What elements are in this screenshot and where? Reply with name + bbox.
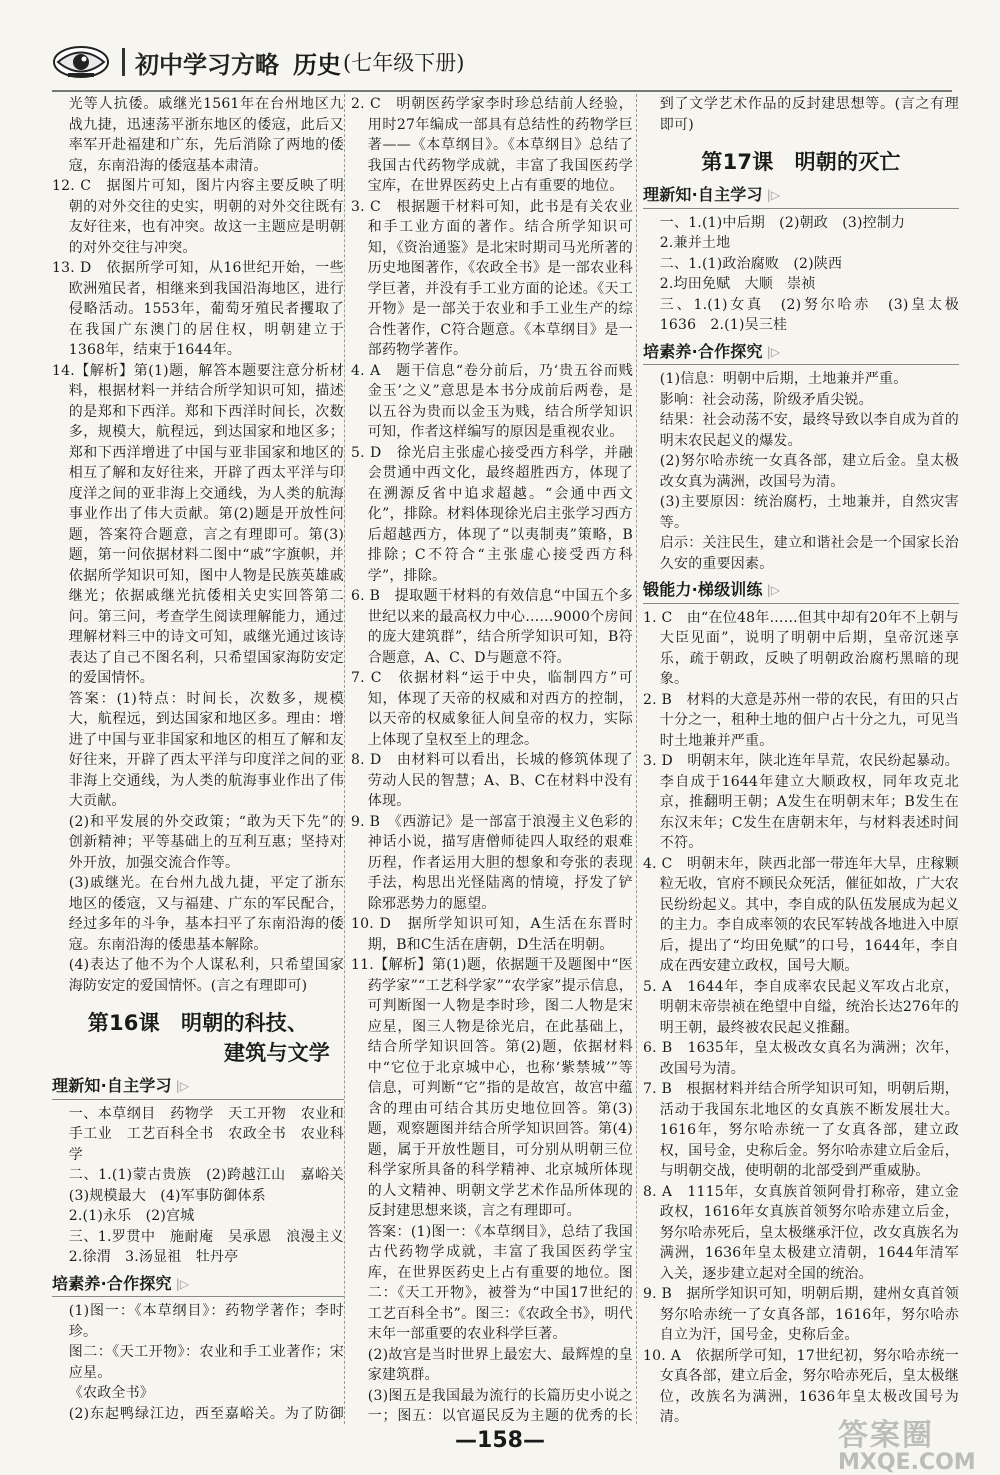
column-middle	[344, 94, 633, 1424]
answer-text: 一、1.(1)中后期 (2)朝政 (3)控制力	[659, 214, 906, 231]
answer-item: 2. C 明朝医药学家李时珍总结前人经验，用时27年编成一部具有总结性的药物学巨著——《本草纲目》。《本草纲目》总结了我国古代药物学成就，丰富了我国医药学宝库，在世界医药史上占有重要的地位。	[351, 96, 633, 194]
answer-text: 答案：(1)图一：《本草纲目》，总结了我国古代药物学成就，丰富了我国医药学宝库，在世界医药史上占有重要的地位。图二：《天工开物》，被誉为“中国17世纪的工艺百科全书”。图三：《农政全书》，明代末年一部重要的农业科学巨著。	[367, 1223, 633, 1342]
answer-item: 12. C 据图片可知，图片内容主要反映了明朝的对外交往的史实，明朝的对外交往既有友好往来，也有冲突。故这一主题应是明朝的对外交往与冲突。	[52, 178, 344, 256]
page-number: —158—	[455, 1428, 545, 1453]
answer-text: (2)故宫是当时世界上最宏大、最辉煌的皇家建筑群。	[367, 1346, 633, 1383]
answer-text: 到了文学艺术作品的反封建思想等。(言之有理即可)	[659, 96, 959, 133]
answer-text: (2)努尔哈赤统一女真各部，建立后金。皇太极改女真为满洲，改国号为清。	[659, 453, 959, 490]
answer-text: (3)图五是我国最为流行的长篇历史小说之一；图五：以官逼民反为主题的优秀的长	[367, 1387, 633, 1424]
chevron-right-icon: |▷	[766, 188, 781, 202]
answer-item: 5. A 1644年，李自成率农民起义军攻占北京，明朝末帝崇祯在绝望中自缢，统治长达276年的明王朝，最终被农民起义推翻。	[643, 978, 959, 1036]
answer-text: 《农政全书》	[68, 1385, 154, 1401]
answer-text: 结果：社会动荡不安，最终导致以李自成为首的明末农民起义的爆发。	[659, 412, 959, 449]
answer-item: 10. D 据所学知识可知，A生活在东晋时期，B和C生活在唐朝，D生活在明朝。	[351, 916, 633, 953]
answer-text: (2)和平发展的外交政策；“敢为天下先”的创新精神；平等基础上的互利互惠；坚持对外开放，加强交流合作等。	[68, 813, 344, 871]
grade-label: (七年级下册)	[343, 51, 465, 75]
chevron-right-icon: |▷	[175, 1079, 190, 1093]
section-heading	[643, 342, 959, 366]
answer-item: 3. D 明朝末年，陕北连年旱荒，农民纷起暴动。李自成于1644年建立大顺政权，同年攻克北京，推翻明王朝；A发生在明朝末年；B发生在东汉末年；C发生在唐朝末年，与材料表述时间不符。	[643, 753, 959, 851]
answer-item: 9. B 《西游记》是一部富于浪漫主义色彩的神话小说，描写唐僧师徒四人取经的艰难历程，作者运用大胆的想象和夸张的表现手法，构思出光怪陆离的情境，抒发了铲除邪恶势力的愿望。	[351, 813, 633, 912]
eye-logo-icon	[52, 45, 110, 79]
chevron-right-icon: |▷	[175, 1276, 190, 1291]
answer-text: 启示：关注民生，建立和谐社会是一个国家长治久安的重要因素。	[659, 535, 959, 572]
section-heading-label: 培素养·合作探究	[52, 1273, 172, 1293]
answer-text: 二、1.(1)蒙古贵族 (2)跨越江山 嘉峪关 (3)规模最大 (4)军事防御体系	[68, 1167, 344, 1204]
answer-text: 影响：社会动荡，阶级矛盾尖锐。	[659, 391, 873, 408]
answer-item: 11.【解析】第(1)题，依据题干及题图中“医药学家”“工艺科学家”“农学家”提示信息，可判断图一人物是李时珍，图二人物是宋应星，图三人物是徐光启，在此基础上，结合所学知识回答。第(2)题，依据材料中“它位于北京城中心，也称‘紫禁城’”等信息，可判断“它”指的是故宫，故宫中蕴含的理由可结合其历史地位回答。第(3)题，观察题图并结合所学知识回答。第(4)题，属于开放性题目，可分别从明朝三位科学家所具备的科学精神、北京城所体现的人文精神、明朝文学艺术作品所体现的反封建思想来谈，言之有理即可。	[351, 957, 633, 1219]
answer-text: 2.均田免赋 大顺 崇祯	[659, 276, 816, 292]
answer-text: 光等人抗倭。戚继光1561年在台州地区九战九捷，迅速荡平浙东地区的倭寇，此后又率军开赴福建和广东，先后消除了两地的倭寇，东南沿海的倭寇基本肃清。	[68, 96, 344, 174]
watermark-logo: 答案圈 MXQE.COM	[838, 1418, 976, 1475]
answer-item: 5. D 徐光启主张虚心接受西方科学，并融会贯通中西文化，最终超胜西方，体现了在溯源反省中追求超越。“会通中西文化”，排除。材料体现徐光启主张学习西方后超越西方，体现了“以夷制夷”策略，B排除；C不符合“主张虚心接受西方科学”，排除。	[351, 444, 633, 584]
answer-item: 14.【解析】第(1)题，解答本题要注意分析材料，根据材料一并结合所学知识可知，描述的是郑和下西洋。郑和下西洋时间长，次数多，规模大，航程远，到达国家和地区多；郑和下西洋增进了中国与亚非国家和地区的相互了解和友好往来，开辟了西太平洋与印度洋之间的亚非海上交通线，为人类的航海事业作出了伟大贡献。第(2)题是开放性问题，答案符合题意，言之有理即可。第(3)题，第一问依据材料二图中“戚”字旗帜，并依据所学知识可知，图中人物是民族英雄戚继光；依据戚继光抗倭相关史实回答第二问。第三问，考查学生阅读理解能力，通过理解材料三中的诗文可知，戚继光通过该诗表达了自己不图名利，只希望国家海防安定的爱国情怀。	[52, 362, 344, 686]
answer-item: 7. B 根据材料并结合所学知识可知，明朝后期，活动于我国东北地区的女真族不断发展壮大。1616年，努尔哈赤统一了女真各部，建立政权，国号金，史称后金。努尔哈赤建立后金后，与明朝交战，使明朝的北部受到严重威胁。	[643, 1081, 959, 1179]
section-heading-label: 理新知·自主学习	[643, 185, 763, 204]
answer-item: 8. A 1115年，女真族首领阿骨打称帝，建立金政权，1616年女真族首领努尔哈赤建立后金，努尔哈赤死后，皇太极继承汗位，改女真族名为满洲，1636年皇太极建立清朝，1644年清军入关，逐步建立起对全国的统治。	[643, 1183, 959, 1282]
answer-text: (3)戚继光。在台州九战九捷，平定了浙东地区的倭寇，又与福建、广东的军民配合，经过多年的斗争，基本扫平了东南沿海的倭寇。东南沿海的倭患基本解除。	[68, 875, 344, 953]
answer-item: 10. A 依据所学可知，17世纪初，努尔哈赤统一女真各部，建立后金，努尔哈赤死后，皇太极继位，改族名为满洲，1636年皇太极改国号为清。	[643, 1347, 959, 1424]
answer-item: 1. C 由“在位48年……但其中却有20年不上朝与大臣见面”，说明了明朝中后期，皇帝沉迷享乐，疏于朝政，反映了明朝政治腐朽黑暗的现象。	[643, 609, 959, 687]
column-left	[52, 94, 344, 1424]
answer-text: (2)东起鸭绿江边，西至嘉峪关。为了防御	[68, 1405, 344, 1422]
answer-text: 二、1.(1)政治腐败 (2)陕西	[659, 255, 843, 272]
lesson-title: 第17课 明朝的灭亡	[701, 150, 901, 174]
answer-item: 13. D 依据所学可知，从16世纪开始，一些欧洲殖民者，相继来到我国沿海地区，进行侵略活动。1553年，葡萄牙殖民者攫取了在我国广东澳门的居住权，明朝建立于1368年，结束于1644年。	[52, 260, 344, 358]
answer-text: 答案：(1)特点：时间长，次数多，规模大，航程远，到达国家和地区多。理由：增进了中国与亚非国家和地区的相互了解和友好往来，开辟了西太平洋与印度洋之间的亚非海上交通线，为人类的航海事业作出了伟大贡献。	[68, 690, 344, 809]
series-title: 初中学习方略	[135, 50, 279, 79]
page-header	[52, 36, 952, 88]
chevron-right-icon: |▷	[766, 344, 781, 359]
answer-text: (3)主要原因：统治腐朽，土地兼并，自然灾害等。	[659, 494, 959, 531]
answer-text: 2.(1)永乐 (2)宫城	[68, 1208, 195, 1224]
header-separator	[122, 48, 125, 76]
chevron-right-icon: |▷	[766, 583, 781, 597]
answer-text: 三、1.罗贯中 施耐庵 吴承恩 浪漫主义 2.徐渭 3.汤显祖 牡丹亭	[68, 1228, 344, 1265]
answer-text: (1)信息：明朝中后期，土地兼并严重。	[659, 371, 908, 387]
section-heading-label: 锻能力·梯级训练	[643, 580, 763, 599]
answer-item: 7. C 依据材料“运于中央，临制四方”可知，体现了天帝的权威和对西方的控制，以天帝的权威象征人间皇帝的权力，实际上体现了皇权至上的理念。	[351, 670, 633, 748]
answer-item: 6. B 1635年，皇太极改女真名为满洲；次年，改国号为清。	[643, 1040, 959, 1077]
section-heading	[52, 1076, 344, 1100]
lesson-title: 建筑与文学	[224, 1041, 330, 1065]
answer-text: (4)表达了他不为个人谋私利，只希望国家海防安定的爱国情怀。(言之有理即可)	[68, 957, 344, 994]
section-heading	[643, 185, 959, 209]
section-heading-label: 理新知·自主学习	[52, 1076, 172, 1095]
answer-text: 2.兼并土地	[659, 235, 731, 251]
lesson-title: 第16课 明朝的科技、	[87, 1011, 309, 1035]
answer-item: 4. C 明朝末年，陕西北部一带连年大旱，庄稼颗粒无收，官府不顾民众死活，催征如故，广大农民纷纷起义。其中，李自成的队伍发展成为起义的主力。李自成率领的农民军转战各地进入中原后，提出了“均田免赋”的口号，1644年，李自成在西安建立政权，国号大顺。	[643, 855, 959, 974]
answer-text: (1)图一：《本草纲目》：药物学著作；李时珍。	[68, 1303, 344, 1340]
answer-item: 8. D 由材料可以看出，长城的修筑体现了劳动人民的智慧；A、B、C在材料中没有体现。	[351, 752, 633, 809]
answer-text: 三、1.(1)女真 (2)努尔哈赤 (3)皇太极 1636 2.(1)吴三桂	[659, 296, 959, 333]
section-heading	[52, 1274, 344, 1298]
section-heading-label: 培素养·合作探究	[643, 341, 763, 361]
header-rule	[52, 90, 952, 92]
answer-item: 9. B 据所学知识可知，明朝后期，建州女真首领努尔哈赤统一了女真各部，1616年，努尔哈赤自立为汗，国号金，史称后金。	[643, 1286, 959, 1343]
subject-title: 历史	[293, 50, 341, 79]
answer-item: 6. B 提取题干材料的有效信息“中国五个多世纪以来的最高权力中心……9000个房间的庞大建筑群”，结合所学知识可知，B符合题意，A、C、D与题意不符。	[351, 588, 633, 666]
column-right	[636, 94, 959, 1424]
answer-text: 一、本草纲目 药物学 天工开物 农业和手工业 工艺百科全书 农政全书 农业科学	[68, 1105, 344, 1163]
answer-item: 3. C 根据题干材料可知，此书是有关农业和手工业方面的著作。结合所学知识可知，《资治通鉴》是北宋时期司马光所著的历史地图著作，《农政全书》是一部农业科学巨著，并没有手工业方面的论述。《天工开物》是一部关于农业和手工业生产的综合性著作，C符合题意。《本草纲目》是一部药物学著作。	[351, 198, 633, 358]
answer-item: 4. A 题干信息“卷分前后，乃‘贵五谷而贱金玉’之义”意思是本书分成前后两卷，是以五谷为贵而以金玉为贱，结合所学知识可知，作者这样编写的原因是重视农业。	[351, 362, 633, 440]
section-heading	[643, 580, 959, 604]
answer-text: 图二：《天工开物》：农业和手工业著作；宋应星。	[68, 1344, 344, 1381]
answer-item: 2. B 材料的大意是苏州一带的农民，有田的只占十分之一，租种土地的佃户占十分之九，可见当时土地兼并严重。	[643, 691, 959, 749]
